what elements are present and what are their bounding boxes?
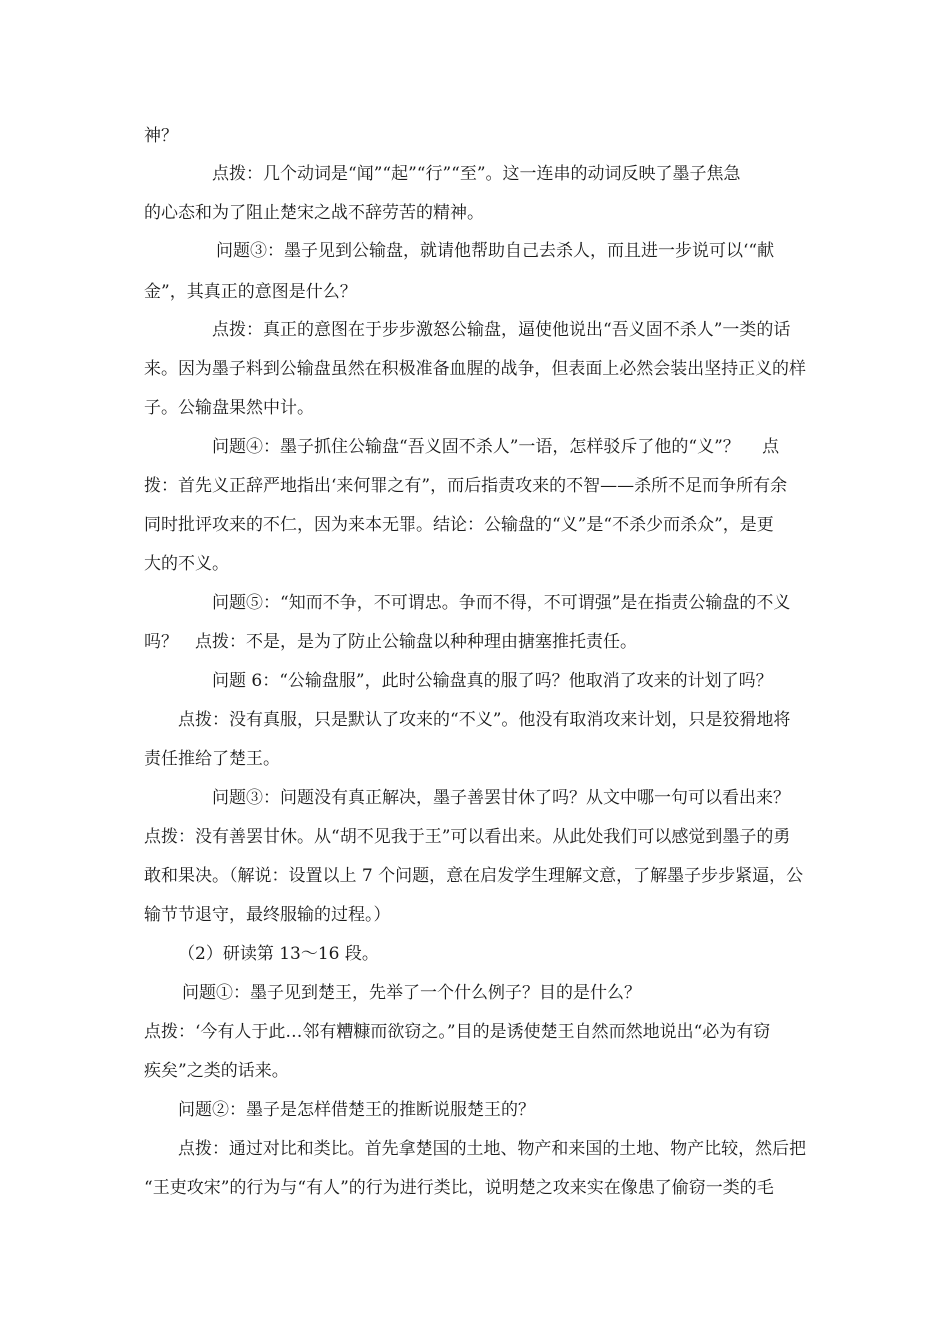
- text-line: 点拨：‘今有人于此…邻有糟糠而欲窃之。”目的是诱使楚王自然而然地说出“必为有窃: [144, 1022, 771, 1042]
- text-line: 问题②：墨子是怎样借楚王的推断说服楚王的？: [178, 1100, 535, 1120]
- text-line: 输节节退守，最终服输的过程。）: [144, 905, 391, 925]
- text-line: “王吏攻宋”的行为与“有人”的行为进行类比，说明楚之攻来实在像患了偷窃一类的毛: [144, 1178, 774, 1198]
- text-line: 敢和果决。（解说：设置以上 7 个问题，意在启发学生理解文意，了解墨子步步紧逼，公: [144, 866, 804, 886]
- text-line: 吗？ 点拨：不是，是为了防止公输盘以种种理由搪塞推托责任。: [144, 632, 637, 652]
- text-line: 大的不义。: [144, 554, 229, 574]
- text-line: 问题③：问题没有真正解决，墨子善罢甘休了吗？从文中哪一句可以看出来？: [212, 788, 790, 808]
- text-line: 问题 6：“公输盘服”，此时公输盘真的服了吗？他取消了攻来的计划了吗？: [212, 671, 773, 691]
- text-line: 问题④：墨子抓住公输盘“吾义固不杀人”一语，怎样驳斥了他的“义”？ 点: [212, 437, 780, 457]
- text-line: 点拨：几个动词是“闻”“起”“行”“至”。这一连串的动词反映了墨子焦急: [212, 164, 741, 184]
- text-line: 子。公输盘果然中计。: [144, 398, 314, 418]
- text-line: 问题⑤：“知而不争，不可谓忠。争而不得，不可谓强”是在指责公输盘的不义: [212, 593, 791, 613]
- text-line: 责任推给了楚王。: [144, 749, 280, 769]
- text-line: 神？: [144, 126, 178, 146]
- text-line: 点拨：真正的意图在于步步激怒公输盘，逼使他说出“吾义固不杀人”一类的话: [212, 320, 791, 340]
- text-line: 来。因为墨子料到公输盘虽然在积极准备血腥的战争，但表面上必然会装出坚持正义的样: [144, 359, 807, 379]
- text-line: 的心态和为了阻止楚宋之战不辞劳苦的精神。: [144, 203, 484, 223]
- text-line: 金”，其真正的意图是什么？: [144, 282, 357, 302]
- text-line: 同时批评攻来的不仁，因为来本无罪。结论：公输盘的“义”是“不杀少而杀众”，是更: [144, 515, 774, 535]
- text-line: 点拨：通过对比和类比。首先拿楚国的土地、物产和来国的土地、物产比较，然后把: [178, 1139, 806, 1159]
- text-line: 问题①：墨子见到楚王，先举了一个什么例子？目的是什么？: [182, 983, 641, 1003]
- text-line: 点拨：没有善罢甘休。从“胡不见我于王”可以看出来。从此处我们可以感觉到墨子的勇: [144, 827, 791, 847]
- text-line: 问题③：墨子见到公输盘，就请他帮助自己去杀人，而且进一步说可以‘“献: [216, 241, 775, 261]
- text-line: （2）研读第 13～16 段。: [178, 944, 379, 964]
- text-line: 疾矣”之类的话来。: [144, 1061, 289, 1081]
- text-line: 点拨：没有真服，只是默认了攻来的“不义”。他没有取消攻来计划，只是狡猾地将: [178, 710, 791, 730]
- text-line: 拨：首先义正辞严地指出‘来何罪之有”，而后指责攻来的不智——杀所不足而争所有余: [144, 476, 788, 496]
